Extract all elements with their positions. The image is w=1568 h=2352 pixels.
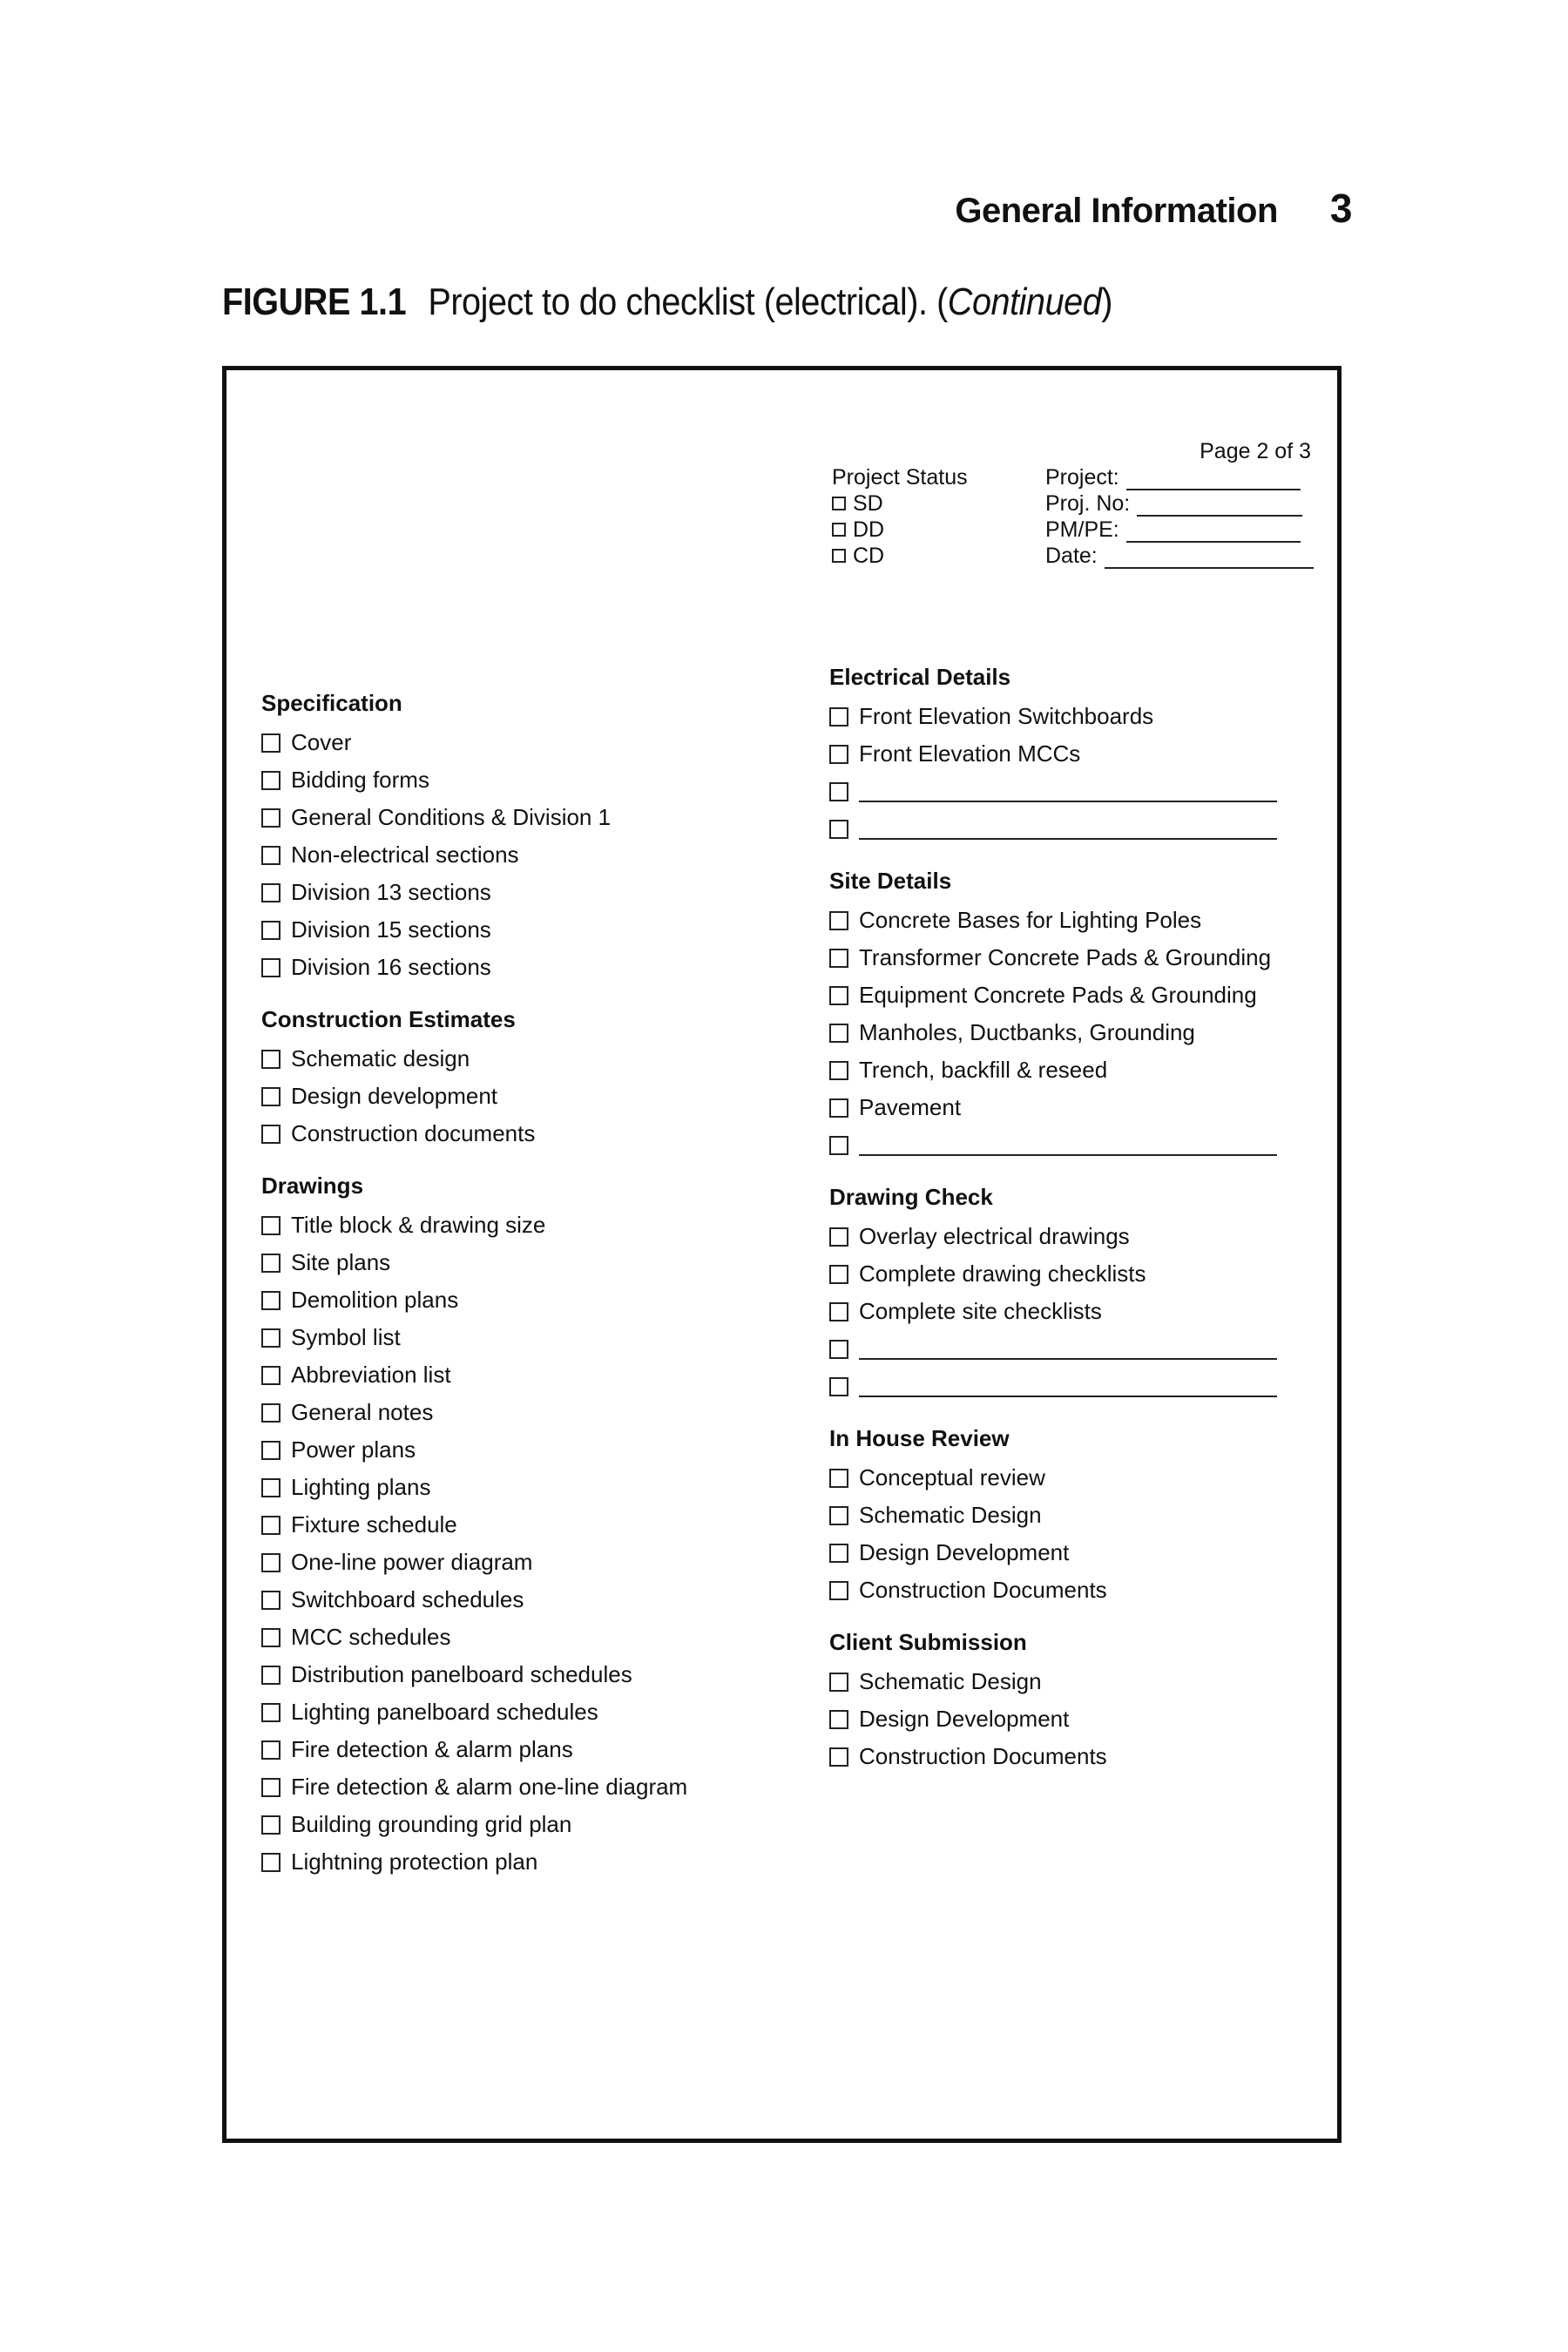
page-indicator: Page 2 of 3: [1200, 439, 1311, 463]
checklist-item-label: Manholes, Ductbanks, Grounding: [859, 1019, 1195, 1045]
checkbox[interactable]: [261, 1778, 280, 1797]
checklist-item-label: Fixture schedule: [291, 1511, 457, 1538]
checklist-item-label: Schematic Design: [859, 1668, 1042, 1694]
checklist-item-label: Equipment Concrete Pads & Grounding: [859, 982, 1257, 1008]
checkbox[interactable]: [261, 1740, 280, 1760]
checklist-item[interactable]: [829, 1700, 1317, 1738]
checkbox[interactable]: [261, 1516, 280, 1535]
checklist-item[interactable]: [261, 949, 784, 986]
section-electrical-details: [829, 663, 1317, 848]
checklist-item[interactable]: [829, 1738, 1317, 1775]
checklist-item-label: One-line power diagram: [291, 1549, 533, 1575]
checklist-item[interactable]: [829, 1330, 1317, 1368]
checkbox[interactable]: [261, 1125, 280, 1144]
checklist-form: [222, 366, 1342, 2143]
checklist-item-label: Schematic design: [291, 1045, 470, 1071]
checklist-item-label: Construction Documents: [859, 1577, 1107, 1603]
checkbox[interactable]: [261, 883, 280, 902]
checklist-item[interactable]: [829, 1368, 1317, 1405]
blank-entry-line[interactable]: [859, 819, 1277, 840]
checklist-item[interactable]: [261, 1506, 784, 1544]
section-title: In House Review: [829, 1425, 1010, 1451]
checklist-item[interactable]: [829, 1051, 1317, 1089]
checklist-item-label: MCC schedules: [291, 1624, 451, 1650]
checklist-item[interactable]: [261, 1806, 784, 1843]
checkbox[interactable]: [261, 921, 280, 940]
checklist-item[interactable]: [261, 724, 784, 761]
status-checkbox[interactable]: [832, 497, 846, 510]
checkbox[interactable]: [261, 1666, 280, 1685]
section-title: Specification: [261, 690, 402, 716]
checkbox[interactable]: [829, 1302, 848, 1321]
checklist-item[interactable]: [829, 1497, 1317, 1534]
checklist-item-label: General Conditions & Division 1: [291, 804, 612, 830]
blank-entry-line[interactable]: [859, 1376, 1277, 1397]
checkbox[interactable]: [261, 1216, 280, 1235]
blank-entry-line[interactable]: [859, 1339, 1277, 1360]
checklist-item-label: Complete drawing checklists: [859, 1260, 1146, 1287]
section-drawing-check: [829, 1183, 1317, 1405]
section-title: Drawings: [261, 1173, 364, 1199]
checklist-item[interactable]: [261, 1319, 784, 1356]
checklist-item-label: Conceptual review: [859, 1464, 1045, 1490]
status-option-cd[interactable]: CD: [832, 543, 968, 569]
checklist-item[interactable]: [829, 810, 1317, 848]
checklist-item-label: Transformer Concrete Pads & Grounding: [859, 944, 1272, 970]
project-status-title: Project Status: [832, 465, 968, 490]
checkbox[interactable]: [261, 733, 280, 753]
checkbox[interactable]: [261, 1478, 280, 1497]
checklist-item-label: Design Development: [859, 1706, 1070, 1732]
checkbox[interactable]: [261, 1853, 280, 1872]
checkbox[interactable]: [829, 1710, 848, 1729]
checkbox[interactable]: [829, 1544, 848, 1563]
checklist-item-label: Complete site checklists: [859, 1298, 1102, 1324]
checklist-item[interactable]: [261, 1078, 784, 1115]
checkbox[interactable]: [829, 949, 848, 968]
checklist-item-label: Lighting panelboard schedules: [291, 1699, 598, 1725]
status-checkbox[interactable]: [832, 523, 846, 537]
status-checkbox[interactable]: [832, 549, 846, 563]
checkbox[interactable]: [829, 986, 848, 1005]
checklist-item-label: Division 13 sections: [291, 879, 491, 905]
checklist-item-label: Bidding forms: [291, 767, 429, 793]
blank-entry-line[interactable]: [859, 781, 1277, 802]
checklist-item[interactable]: [829, 977, 1317, 1014]
checkbox[interactable]: [829, 1469, 848, 1488]
blank-entry-line[interactable]: [859, 1135, 1277, 1156]
field-line[interactable]: [1137, 496, 1302, 517]
checklist-item[interactable]: [829, 735, 1317, 773]
checklist-item[interactable]: [829, 1089, 1317, 1126]
running-title: General Information: [955, 192, 1278, 230]
checkbox[interactable]: [261, 1403, 280, 1423]
checklist-item[interactable]: [261, 1431, 784, 1469]
checkbox[interactable]: [261, 1254, 280, 1273]
checklist-item[interactable]: [261, 1281, 784, 1319]
checkbox[interactable]: [829, 1747, 848, 1767]
section-title: Electrical Details: [829, 664, 1011, 690]
checklist-item-label: Trench, backfill & reseed: [859, 1057, 1108, 1083]
project-status: [832, 464, 968, 569]
checklist-item[interactable]: [261, 1206, 784, 1244]
checklist-item[interactable]: [829, 1663, 1317, 1700]
checklist-item[interactable]: [261, 911, 784, 949]
checklist-item-label: Design development: [291, 1083, 498, 1109]
checkbox[interactable]: [261, 1441, 280, 1460]
checkbox[interactable]: [829, 1098, 848, 1118]
status-option-sd[interactable]: SD: [832, 490, 968, 517]
checklist-item-label: Division 16 sections: [291, 954, 491, 980]
section-in-house-review: [829, 1424, 1317, 1609]
field-pm-pe[interactable]: PM/PE:: [1045, 517, 1314, 543]
field-line[interactable]: [1126, 470, 1301, 490]
checkbox[interactable]: [829, 707, 848, 727]
checklist-item[interactable]: [261, 1768, 784, 1806]
checkbox[interactable]: [261, 1815, 280, 1835]
section-title: Site Details: [829, 868, 952, 894]
left-column: [261, 689, 784, 1900]
running-header: [955, 185, 1352, 232]
field-proj-no[interactable]: Proj. No:: [1045, 490, 1314, 517]
checkbox[interactable]: [261, 958, 280, 977]
checklist-item-label: Lighting plans: [291, 1474, 431, 1500]
checklist-item[interactable]: [829, 773, 1317, 810]
section-title: Construction Estimates: [261, 1006, 516, 1032]
section-site-details: [829, 867, 1317, 1164]
checklist-item-label: Abbreviation list: [291, 1362, 451, 1388]
checklist-item[interactable]: [261, 1656, 784, 1693]
checkbox[interactable]: [829, 820, 848, 839]
project-fields: [1045, 464, 1314, 569]
checklist-item-label: Power plans: [291, 1436, 416, 1463]
checkbox[interactable]: [261, 1328, 280, 1348]
checklist-item[interactable]: [829, 698, 1317, 735]
checklist-item[interactable]: [829, 1571, 1317, 1609]
checklist-item-label: Fire detection & alarm plans: [291, 1736, 573, 1762]
checklist-item-label: Concrete Bases for Lighting Poles: [859, 907, 1202, 933]
page-number: 3: [1329, 186, 1352, 231]
checklist-item-label: Cover: [291, 729, 352, 755]
checklist-item[interactable]: [261, 1356, 784, 1394]
checklist-item-label: General notes: [291, 1399, 434, 1425]
checkbox[interactable]: [261, 1628, 280, 1647]
checkbox[interactable]: [261, 808, 280, 828]
checkbox[interactable]: [261, 846, 280, 865]
checklist-item-label: Overlay electrical drawings: [859, 1223, 1130, 1249]
checklist-item[interactable]: [829, 1534, 1317, 1571]
checklist-item-label: Division 15 sections: [291, 916, 491, 943]
figure-label: FIGURE 1.1: [222, 280, 407, 323]
checklist-item-label: Switchboard schedules: [291, 1586, 524, 1612]
checklist-item-label: Lightning protection plan: [291, 1848, 538, 1875]
checkbox[interactable]: [261, 1703, 280, 1722]
section-drawings: [261, 1172, 784, 1881]
checklist-item-label: Construction documents: [291, 1120, 536, 1146]
checkbox[interactable]: [829, 911, 848, 930]
checklist-item[interactable]: [261, 1731, 784, 1768]
checkbox[interactable]: [261, 1591, 280, 1610]
checklist-item-label: Design Development: [859, 1539, 1070, 1565]
checklist-item[interactable]: [261, 1394, 784, 1431]
checklist-item-label: Symbol list: [291, 1324, 401, 1350]
checkbox[interactable]: [261, 1366, 280, 1385]
checklist-item[interactable]: [261, 1115, 784, 1152]
caption-close: ): [1101, 280, 1113, 323]
checklist-item[interactable]: [829, 902, 1317, 939]
checkbox[interactable]: [261, 1553, 280, 1572]
checklist-item-label: Non-electrical sections: [291, 841, 519, 868]
checklist-item[interactable]: [829, 1459, 1317, 1497]
checklist-item[interactable]: [261, 761, 784, 799]
field-project[interactable]: Project:: [1045, 464, 1314, 490]
checklist-item-label: Schematic Design: [859, 1502, 1042, 1528]
checkbox[interactable]: [261, 771, 280, 790]
checklist-item[interactable]: [261, 1469, 784, 1506]
checkbox[interactable]: [829, 782, 848, 801]
checklist-item-label: Title block & drawing size: [291, 1212, 546, 1238]
checkbox[interactable]: [829, 1377, 848, 1396]
checklist-item[interactable]: [829, 1126, 1317, 1164]
section-title: Client Submission: [829, 1629, 1027, 1655]
checkbox[interactable]: [829, 1506, 848, 1525]
checklist-item[interactable]: [261, 1581, 784, 1619]
section-construction-estimates: [261, 1005, 784, 1152]
field-line[interactable]: [1105, 548, 1314, 569]
checklist-item-label: Front Elevation MCCs: [859, 740, 1081, 767]
checklist-item[interactable]: [261, 874, 784, 911]
checklist-item-label: Building grounding grid plan: [291, 1811, 572, 1837]
caption-continued: Continued: [947, 280, 1102, 323]
checkbox[interactable]: [261, 1087, 280, 1106]
right-column: [829, 663, 1317, 1794]
checklist-item[interactable]: [829, 939, 1317, 977]
caption-text: Project to do checklist (electrical). (: [428, 280, 948, 323]
checklist-item[interactable]: [829, 1014, 1317, 1051]
checklist-item[interactable]: [261, 836, 784, 874]
checklist-item-label: Front Elevation Switchboards: [859, 703, 1154, 729]
checklist-item-label: Site plans: [291, 1249, 391, 1275]
checklist-item-label: Construction Documents: [859, 1743, 1107, 1769]
checklist-item[interactable]: [261, 1843, 784, 1881]
checklist-item-label: Distribution panelboard schedules: [291, 1661, 632, 1687]
checklist-item[interactable]: [261, 1244, 784, 1281]
figure-caption: [222, 280, 1112, 324]
checkbox[interactable]: [829, 1673, 848, 1692]
checklist-item[interactable]: [261, 1693, 784, 1731]
checklist-item[interactable]: [261, 1544, 784, 1581]
status-option-dd[interactable]: DD: [832, 517, 968, 543]
checkbox[interactable]: [829, 1581, 848, 1600]
checkbox[interactable]: [829, 1061, 848, 1080]
checkbox[interactable]: [829, 1024, 848, 1043]
checklist-item[interactable]: [261, 799, 784, 836]
checkbox[interactable]: [261, 1291, 280, 1310]
section-title: Drawing Check: [829, 1184, 993, 1210]
checkbox[interactable]: [829, 1265, 848, 1284]
checklist-item[interactable]: [829, 1218, 1317, 1255]
checklist-item-label: Pavement: [859, 1094, 962, 1120]
field-date[interactable]: Date:: [1045, 543, 1314, 569]
section-specification: [261, 689, 784, 986]
checklist-item[interactable]: [261, 1619, 784, 1656]
checkbox[interactable]: [829, 1227, 848, 1247]
checklist-item-label: Demolition plans: [291, 1287, 459, 1313]
checklist-item[interactable]: [829, 1255, 1317, 1293]
checkbox[interactable]: [829, 1136, 848, 1155]
checkbox[interactable]: [829, 745, 848, 764]
checklist-item-label: Fire detection & alarm one-line diagram: [291, 1774, 688, 1800]
field-line[interactable]: [1126, 522, 1301, 543]
checklist-item[interactable]: [829, 1293, 1317, 1330]
checkbox[interactable]: [261, 1050, 280, 1069]
checkbox[interactable]: [829, 1340, 848, 1359]
checklist-item[interactable]: [261, 1040, 784, 1078]
section-client-submission: [829, 1628, 1317, 1775]
